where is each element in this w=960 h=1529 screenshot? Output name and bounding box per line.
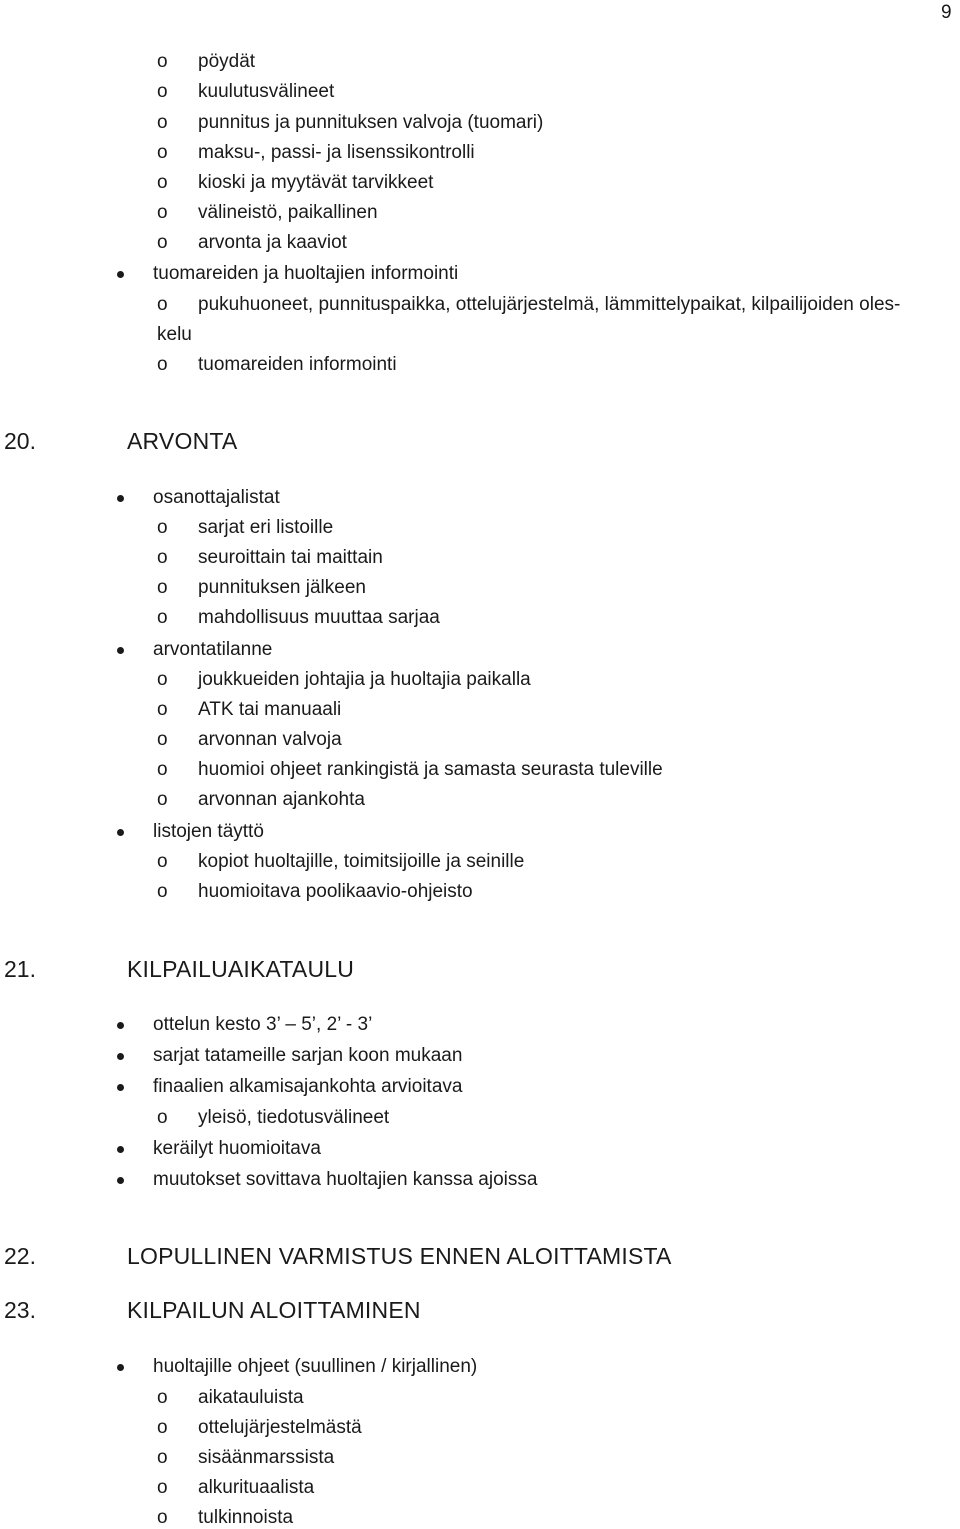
- sub-bullet-marker: o: [157, 789, 168, 810]
- sub-bullet-marker: o: [157, 669, 168, 690]
- list-item: arvontatilanne: [153, 639, 273, 660]
- list-item: kopiot huoltajille, toimitsijoille ja seinille: [198, 851, 525, 872]
- bullet-dot: [117, 1053, 124, 1060]
- list-item: alkurituaalista: [198, 1477, 315, 1498]
- list-item: kuulutusvälineet: [198, 81, 335, 102]
- sub-bullet-marker: o: [157, 881, 168, 902]
- bullet-dot: [117, 271, 124, 278]
- list-item: mahdollisuus muuttaa sarjaa: [198, 607, 440, 628]
- sub-bullet-marker: o: [157, 354, 168, 375]
- list-item: seuroittain tai maittain: [198, 547, 383, 568]
- list-item: huomioitava poolikaavio-ohjeisto: [198, 881, 473, 902]
- sub-bullet-marker: o: [157, 699, 168, 720]
- bullet-dot: [117, 1177, 124, 1184]
- list-item: kioski ja myytävät tarvikkeet: [198, 172, 434, 193]
- list-item: finaalien alkamisajankohta arvioitava: [153, 1076, 463, 1097]
- list-item: muutokset sovittava huoltajien kanssa ajoissa: [153, 1169, 538, 1190]
- sub-bullet-marker: o: [157, 1507, 168, 1528]
- section-heading: KILPAILUAIKATAULU: [127, 956, 355, 982]
- list-item: punnituksen jälkeen: [198, 577, 366, 598]
- list-item: punnitus ja punnituksen valvoja (tuomari): [198, 112, 544, 133]
- list-item: arvonta ja kaaviot: [198, 232, 347, 253]
- list-item: pöydät: [198, 51, 256, 72]
- list-item: maksu-, passi- ja lisenssikontrolli: [198, 142, 475, 163]
- section-heading: ARVONTA: [127, 428, 238, 454]
- sub-bullet-marker: o: [157, 1387, 168, 1408]
- section-heading: LOPULLINEN VARMISTUS ENNEN ALOITTAMISTA: [127, 1243, 672, 1269]
- section-number: 23.: [4, 1297, 36, 1323]
- list-item: sarjat tatameille sarjan koon mukaan: [153, 1045, 463, 1066]
- list-item: ATK tai manuaali: [198, 699, 342, 720]
- sub-bullet-marker: o: [157, 81, 168, 102]
- bullet-dot: [117, 647, 124, 654]
- list-item: aikatauluista: [198, 1387, 304, 1408]
- list-item: osanottajalistat: [153, 487, 280, 508]
- sub-bullet-marker: o: [157, 759, 168, 780]
- section-number: 22.: [4, 1243, 36, 1269]
- list-item: yleisö, tiedotusvälineet: [198, 1107, 390, 1128]
- list-item: tulkinnoista: [198, 1507, 294, 1528]
- list-item: huoltajille ohjeet (suullinen / kirjallinen): [153, 1356, 478, 1377]
- bullet-dot: [117, 1364, 124, 1371]
- sub-bullet-marker: o: [157, 577, 168, 598]
- list-item: välineistö, paikallinen: [198, 202, 378, 223]
- bullet-dot: [117, 1022, 124, 1029]
- section-heading: KILPAILUN ALOITTAMINEN: [127, 1297, 421, 1323]
- list-item: arvonnan ajankohta: [198, 789, 365, 810]
- sub-bullet-marker: o: [157, 851, 168, 872]
- sub-bullet-marker: o: [157, 1417, 168, 1438]
- bullet-dot: [117, 495, 124, 502]
- list-item: sarjat eri listoille: [198, 517, 334, 538]
- sub-bullet-marker: o: [157, 1477, 168, 1498]
- page-number: 9: [941, 2, 952, 23]
- bullet-dot: [117, 1084, 124, 1091]
- list-item: ottelujärjestelmästä: [198, 1417, 362, 1438]
- list-item-continuation: kelu: [157, 324, 192, 345]
- list-item: arvonnan valvoja: [198, 729, 342, 750]
- sub-bullet-marker: o: [157, 51, 168, 72]
- sub-bullet-marker: o: [157, 1107, 168, 1128]
- list-item: listojen täyttö: [153, 821, 264, 842]
- sub-bullet-marker: o: [157, 517, 168, 538]
- sub-bullet-marker: o: [157, 547, 168, 568]
- sub-bullet-marker: o: [157, 607, 168, 628]
- list-item: tuomareiden informointi: [198, 354, 397, 375]
- list-item: ottelun kesto 3’ – 5’, 2’ - 3’: [153, 1014, 373, 1035]
- sub-bullet-marker: o: [157, 232, 168, 253]
- list-item: tuomareiden ja huoltajien informointi: [153, 263, 459, 284]
- section-number: 20.: [4, 428, 36, 454]
- sub-bullet-marker: o: [157, 172, 168, 193]
- list-item: pukuhuoneet, punnituspaikka, ottelujärjestelmä, lämmittelypaikat, kilpailijoiden oles-: [198, 294, 901, 315]
- sub-bullet-marker: o: [157, 294, 168, 315]
- bullet-dot: [117, 1146, 124, 1153]
- sub-bullet-marker: o: [157, 1447, 168, 1468]
- sub-bullet-marker: o: [157, 729, 168, 750]
- list-item: joukkueiden johtajia ja huoltajia paikalla: [198, 669, 531, 690]
- list-item: huomioi ohjeet rankingistä ja samasta seurasta tuleville: [198, 759, 663, 780]
- bullet-dot: [117, 829, 124, 836]
- list-item: keräilyt huomioitava: [153, 1138, 321, 1159]
- sub-bullet-marker: o: [157, 112, 168, 133]
- sub-bullet-marker: o: [157, 202, 168, 223]
- sub-bullet-marker: o: [157, 142, 168, 163]
- section-number: 21.: [4, 956, 36, 982]
- list-item: sisäänmarssista: [198, 1447, 335, 1468]
